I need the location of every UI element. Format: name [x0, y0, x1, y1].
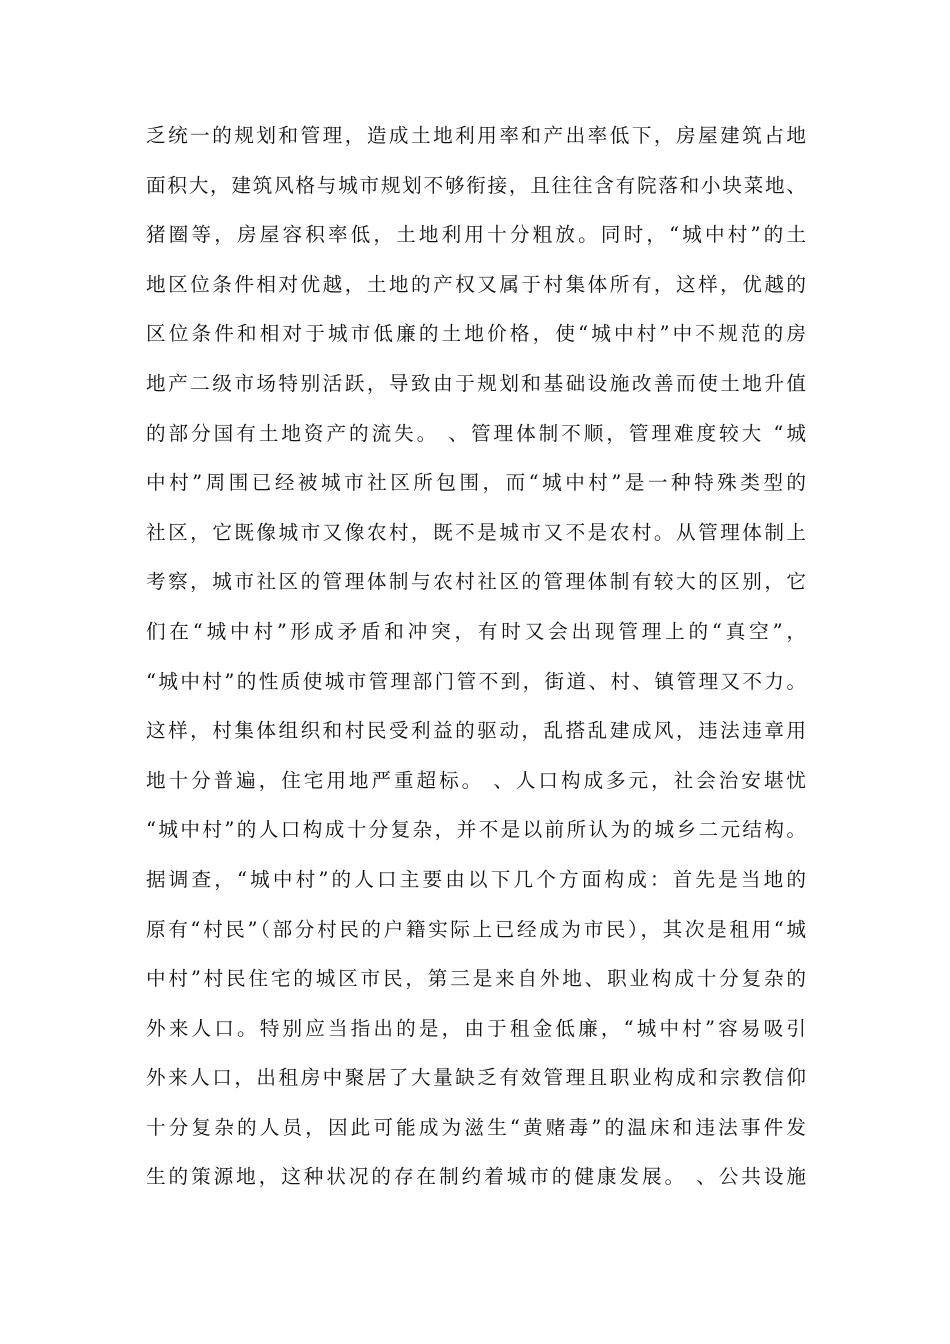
text-line: 外来人口，出租房中聚居了大量缺乏有效管理且职业构成和宗教信仰	[146, 1066, 806, 1090]
text-line: “城中村”的性质使城市管理部门管不到，街道、村、镇管理又不力。	[146, 669, 806, 693]
text-line: 中村”周围已经被城市社区所包围，而“城中村”是一种特殊类型的	[146, 471, 806, 495]
text-line: 这样，村集体组织和村民受利益的驱动，乱搭乱建成风，违法违章用	[146, 719, 806, 743]
text-line: 社区，它既像城市又像农村，既不是城市又不是农村。从管理体制上	[146, 520, 806, 544]
text-line: “城中村”的人口构成十分复杂，并不是以前所认为的城乡二元结构。	[146, 818, 806, 842]
text-line: 们在“城中村”形成矛盾和冲突，有时又会出现管理上的“真空”，	[146, 619, 806, 643]
body-text	[146, 118, 806, 1209]
text-line: 地十分普遍，住宅用地严重超标。 、人口构成多元，社会治安堪忧	[146, 768, 806, 792]
text-line: 面积大，建筑风格与城市规划不够衔接，且往往含有院落和小块菜地、	[146, 173, 806, 197]
text-line: 中村”村民住宅的城区市民，第三是来自外地、职业构成十分复杂的	[146, 967, 806, 991]
text-line: 地产二级市场特别活跃，导致由于规划和基础设施改善而使土地升值	[146, 371, 806, 395]
text-line: 原有“村民”（部分村民的户籍实际上已经成为市民），其次是租用“城	[146, 917, 806, 941]
text-line: 区位条件和相对于城市低廉的土地价格，使“城中村”中不规范的房	[146, 322, 806, 346]
text-line: 猪圈等，房屋容积率低，土地利用十分粗放。同时，“城中村”的土	[146, 223, 806, 247]
text-line: 据调查，“城中村”的人口主要由以下几个方面构成：首先是当地的	[146, 867, 806, 891]
text-line: 考察，城市社区的管理体制与农村社区的管理体制有较大的区别，它	[146, 570, 806, 594]
text-line: 乏统一的规划和管理，造成土地利用率和产出率低下，房屋建筑占地	[146, 124, 806, 147]
text-line: 的部分国有土地资产的流失。 、管理体制不顺，管理难度较大 “城	[146, 421, 806, 445]
text-line: 地区位条件相对优越，土地的产权又属于村集体所有，这样，优越的	[146, 272, 806, 296]
text-line: 十分复杂的人员，因此可能成为滋生“黄赌毒”的温床和违法事件发	[146, 1115, 806, 1139]
text-line: 生的策源地，这种状况的存在制约着城市的健康发展。 、公共设施	[146, 1165, 806, 1189]
text-line: 外来人口。特别应当指出的是，由于租金低廉，“城中村”容易吸引	[146, 1016, 806, 1040]
